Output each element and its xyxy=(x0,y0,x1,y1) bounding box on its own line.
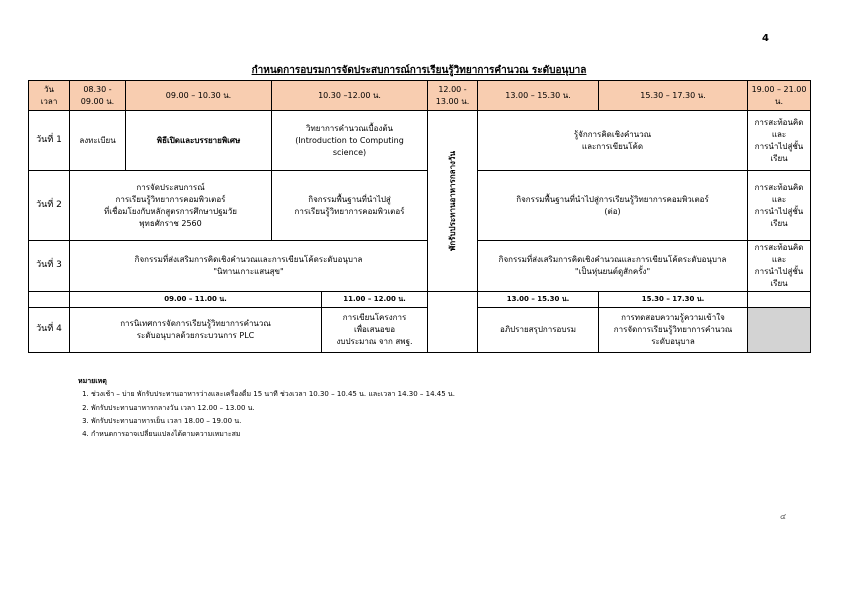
empty-cell xyxy=(428,292,478,353)
session-cell: การทดสอบความรู้ความเข้าใจ การจัดการเรียนรู้วิทยาการคำนวณ ระดับอนุบาล xyxy=(599,308,748,353)
page-number: 4 xyxy=(762,33,769,44)
day-label: วันที่ 3 xyxy=(29,241,70,292)
session-cell: พิธีเปิดและบรรยายพิเศษ xyxy=(126,111,272,171)
day-label: วันที่ 2 xyxy=(29,171,70,241)
header-time-4: 12.00 - 13.00 น. xyxy=(428,81,478,111)
day4-time-row xyxy=(29,292,811,308)
session-cell: การสะท้อนคิดและ การนำไปสู่ชั้นเรียน xyxy=(748,111,811,171)
day-label: วันที่ 1 xyxy=(29,111,70,171)
session-cell: กิจกรรมที่ส่งเสริมการคิดเชิงคำนวณและการเขียนโค้ดระดับอนุบาล "นิทานเกาะแสนสุข" xyxy=(70,241,428,292)
session-cell: กิจกรรมที่ส่งเสริมการคิดเชิงคำนวณและการเขียนโค้ดระดับอนุบาล "เป็นหุ่นยนต์ดูสักครั้ง" xyxy=(478,241,748,292)
lunch-break-label: พักรับประทานอาหารกลางวัน xyxy=(447,151,457,251)
session-cell: การสะท้อนคิดและ การนำไปสู่ชั้นเรียน xyxy=(748,171,811,241)
session-cell: รู้จักการคิดเชิงคำนวณ และการเขียนโค้ด xyxy=(478,111,748,171)
session-cell: การจัดประสบการณ์ การเรียนรู้วิทยาการคอมพิวเตอร์ ที่เชื่อมโยงกับหลักสูตรการศึกษาปฐมวัย พุทธศักราช 2560 xyxy=(70,171,272,241)
header-time-7: 19.00 – 21.00 น. xyxy=(748,81,811,111)
header-time-5: 13.00 – 15.30 น. xyxy=(478,81,599,111)
session-cell: การนิเทศการจัดการเรียนรู้วิทยาการคำนวณ ระดับอนุบาลด้วยกระบวนการ PLC xyxy=(70,308,322,353)
note-item: 3. พักรับประทานอาหารเย็น เวลา 18.00 – 19.00 น. xyxy=(91,415,455,428)
header-time-3: 10.30 –12.00 น. xyxy=(272,81,428,111)
session-cell: อภิปรายสรุปการอบรม xyxy=(478,308,599,353)
note-item: 1. ช่วงเช้า – บ่าย พักรับประทานอาหารว่างและเครื่องดื่ม 15 นาที ช่วงเวลา 10.30 – 10.45 น. และเวลา 14.30 – 14.45 น. xyxy=(91,388,455,401)
empty-cell xyxy=(748,292,811,308)
page-title: กำหนดการอบรมการจัดประสบการณ์การเรียนรู้วิทยาการคำนวณ ระดับอนุบาล xyxy=(251,65,587,76)
session-cell: การสะท้อนคิดและ การนำไปสู่ชั้นเรียน xyxy=(748,241,811,292)
table-row xyxy=(29,241,811,292)
note-item: 2. พักรับประทานอาหารกลางวัน เวลา 12.00 – 13.00 น. xyxy=(91,402,455,415)
day-label: วันที่ 4 xyxy=(29,308,70,353)
schedule-table xyxy=(28,80,811,353)
header-time-1: 08.30 - 09.00 น. xyxy=(70,81,126,111)
notes-title: หมายเหตุ xyxy=(78,377,107,385)
day4-time-1: 09.00 – 11.00 น. xyxy=(70,292,322,308)
lunch-break-cell xyxy=(428,111,478,292)
table-row xyxy=(29,308,811,353)
notes-section xyxy=(78,375,455,441)
header-row xyxy=(29,81,811,111)
session-cell: กิจกรรมพื้นฐานที่นำไปสู่การเรียนรู้วิทยาการคอมพิวเตอร์ (ต่อ) xyxy=(478,171,748,241)
table-row xyxy=(29,171,811,241)
session-cell: วิทยาการคำนวณเบื้องต้น (Introduction to Computing science) xyxy=(272,111,428,171)
note-item: 4. กำหนดการอาจเปลี่ยนแปลงได้ตามความเหมาะสม xyxy=(91,428,455,441)
day4-time-4: 15.30 – 17.30 น. xyxy=(599,292,748,308)
day4-time-2: 11.00 – 12.00 น. xyxy=(322,292,428,308)
corner-page-mark: ๔ xyxy=(780,512,787,521)
blocked-cell xyxy=(748,308,811,353)
empty-cell xyxy=(29,292,70,308)
table-row xyxy=(29,111,811,171)
header-day: วัน เวลา xyxy=(29,81,70,111)
day4-time-3: 13.00 – 15.30 น. xyxy=(478,292,599,308)
session-cell: ลงทะเบียน xyxy=(70,111,126,171)
session-cell: การเขียนโครงการ เพื่อเสนอขอ งบประมาณ จาก สพฐ. xyxy=(322,308,428,353)
session-cell: กิจกรรมพื้นฐานที่นำไปสู่ การเรียนรู้วิทยาการคอมพิวเตอร์ xyxy=(272,171,428,241)
notes-list xyxy=(78,388,455,441)
header-time-6: 15.30 – 17.30 น. xyxy=(599,81,748,111)
header-time-2: 09.00 – 10.30 น. xyxy=(126,81,272,111)
